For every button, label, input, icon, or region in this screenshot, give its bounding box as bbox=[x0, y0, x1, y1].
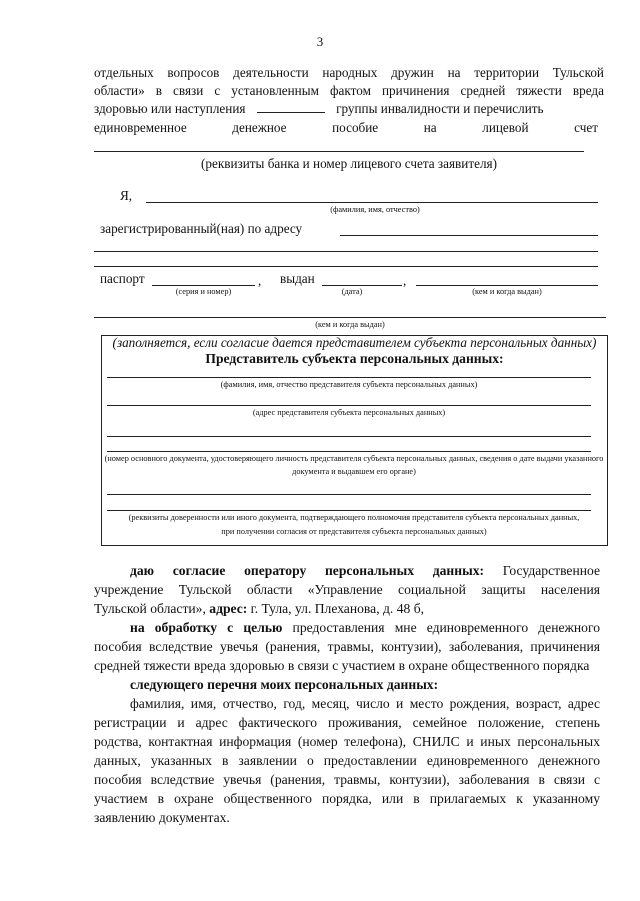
consent-line-1 bbox=[130, 561, 600, 580]
rep-address-field[interactable] bbox=[107, 405, 591, 406]
consent-line-3b: г. Тула, ул. Плеханова, д. 48 б, bbox=[247, 601, 425, 616]
rep-fio-field[interactable] bbox=[107, 377, 591, 378]
bank-caption: (реквизиты банка и номер лицевого счета заявителя) bbox=[200, 156, 497, 171]
consent-line-2: учреждение Тульской области «Управление социальной защиты населения bbox=[94, 582, 600, 597]
by-whom-caption-2: (кем и когда выдан) bbox=[315, 320, 385, 329]
intro-line-2: области» в связи с установленным фактом причинения средней тяжести вреда bbox=[94, 83, 604, 98]
purpose-line-1-rest: предоставления мне единовременного денежного bbox=[282, 620, 600, 635]
rep-proxy-caption-2: при получении согласия от представителя субъекта персональных данных) bbox=[221, 527, 487, 536]
address-field-2[interactable] bbox=[94, 251, 598, 252]
rep-title: Представитель субъекта персональных данных: bbox=[205, 351, 504, 366]
issued-by-field[interactable] bbox=[416, 285, 598, 286]
issue-date-field[interactable] bbox=[322, 285, 402, 286]
rep-note: (заполняется, если согласие дается представителем субъекта персональных данных) bbox=[112, 335, 597, 350]
disability-group-field[interactable] bbox=[257, 100, 325, 113]
page-number: 3 bbox=[316, 34, 324, 49]
issued-label: выдан bbox=[280, 271, 315, 286]
data-list-line-2: регистрации и адрес фактического проживания, семейное положение, степень bbox=[94, 715, 600, 730]
date-caption: (дата) bbox=[341, 287, 363, 296]
data-list-line-3: родства, контактная информация (номер телефона), СНИЛС и иных персональных bbox=[94, 734, 600, 749]
intro-line-1: отдельных вопросов деятельности народных дружин на территории Тульской bbox=[94, 65, 604, 80]
data-list-line-5: пособия вследствие увечья (ранения, травмы, контузии), заболевания в связи с bbox=[94, 772, 600, 787]
address-field-1[interactable] bbox=[340, 235, 598, 236]
address-field-3[interactable] bbox=[94, 266, 598, 267]
data-list-line-6: участием в охране общественного порядка, или в прилагаемых к указанному bbox=[94, 791, 600, 806]
rep-proxy-field-2[interactable] bbox=[107, 510, 591, 511]
rep-doc-field-2[interactable] bbox=[107, 451, 591, 452]
data-list-line-4: данных, указанных в заявлении о предоставлении единовременного денежного bbox=[94, 753, 600, 768]
consent-line-3 bbox=[94, 599, 600, 618]
intro-line-3 bbox=[94, 100, 604, 117]
rep-proxy-caption-1: (реквизиты доверенности или иного документа, подтверждающего полномочия представителя субъекта персональных данных, bbox=[128, 513, 580, 522]
data-list-heading: следующего перечня моих персональных данных: bbox=[130, 677, 439, 692]
i-label: Я, bbox=[120, 188, 133, 203]
issued-by-field-2[interactable] bbox=[94, 317, 606, 318]
consent-line-3a: Тульской области», bbox=[94, 601, 206, 616]
rep-fio-caption: (фамилия, имя, отчество представителя субъекта персональных данных) bbox=[220, 380, 478, 389]
purpose-heading: на обработку с целью bbox=[130, 620, 283, 635]
comma-1: , bbox=[258, 273, 262, 288]
fio-caption: (фамилия, имя, отчество) bbox=[330, 205, 420, 214]
data-list-line-1: фамилия, имя, отчество, год, месяц, число и место рождения, возраст, адрес bbox=[130, 696, 600, 711]
comma-2: , bbox=[403, 273, 407, 288]
purpose-line-1 bbox=[130, 618, 600, 637]
consent-line-1-rest: Государственное bbox=[484, 563, 600, 578]
passport-label: паспорт bbox=[100, 271, 145, 286]
purpose-line-3: средней тяжести вреда здоровью в связи с участием в охране общественного порядка bbox=[94, 658, 590, 673]
fio-field[interactable] bbox=[146, 202, 598, 203]
intro-line-4: единовременное денежное пособие на лицевой счет bbox=[94, 120, 598, 135]
rep-doc-field-1[interactable] bbox=[107, 436, 591, 437]
rep-proxy-field-1[interactable] bbox=[107, 494, 591, 495]
registered-label: зарегистрированный(ная) по адресу bbox=[100, 221, 303, 236]
consent-operator-heading: даю согласие оператору персональных данных: bbox=[130, 563, 485, 578]
rep-doc-caption-2: документа и выдавшем его органе) bbox=[292, 467, 416, 476]
intro-line-3a: здоровью или наступления bbox=[94, 101, 246, 116]
purpose-line-2: пособия вследствие увечья (ранения, травмы, контузии), заболевания, причинения bbox=[94, 639, 600, 654]
by-whom-caption: (кем и когда выдан) bbox=[472, 287, 542, 296]
data-list-line-7: заявлению документах. bbox=[94, 810, 230, 825]
rep-doc-caption-1: (номер основного документа, удостоверяющего личность представителя субъекта персональных данных, сведения о дате выдачи указанного bbox=[104, 454, 604, 463]
passport-series-field[interactable] bbox=[152, 285, 255, 286]
bank-details-field[interactable] bbox=[94, 151, 584, 152]
address-heading: адрес: bbox=[205, 601, 248, 616]
intro-line-3b: группы инвалидности и перечислить bbox=[336, 101, 544, 116]
rep-address-caption: (адрес представителя субъекта персональных данных) bbox=[252, 408, 446, 417]
series-caption: (серия и номер) bbox=[175, 287, 232, 296]
